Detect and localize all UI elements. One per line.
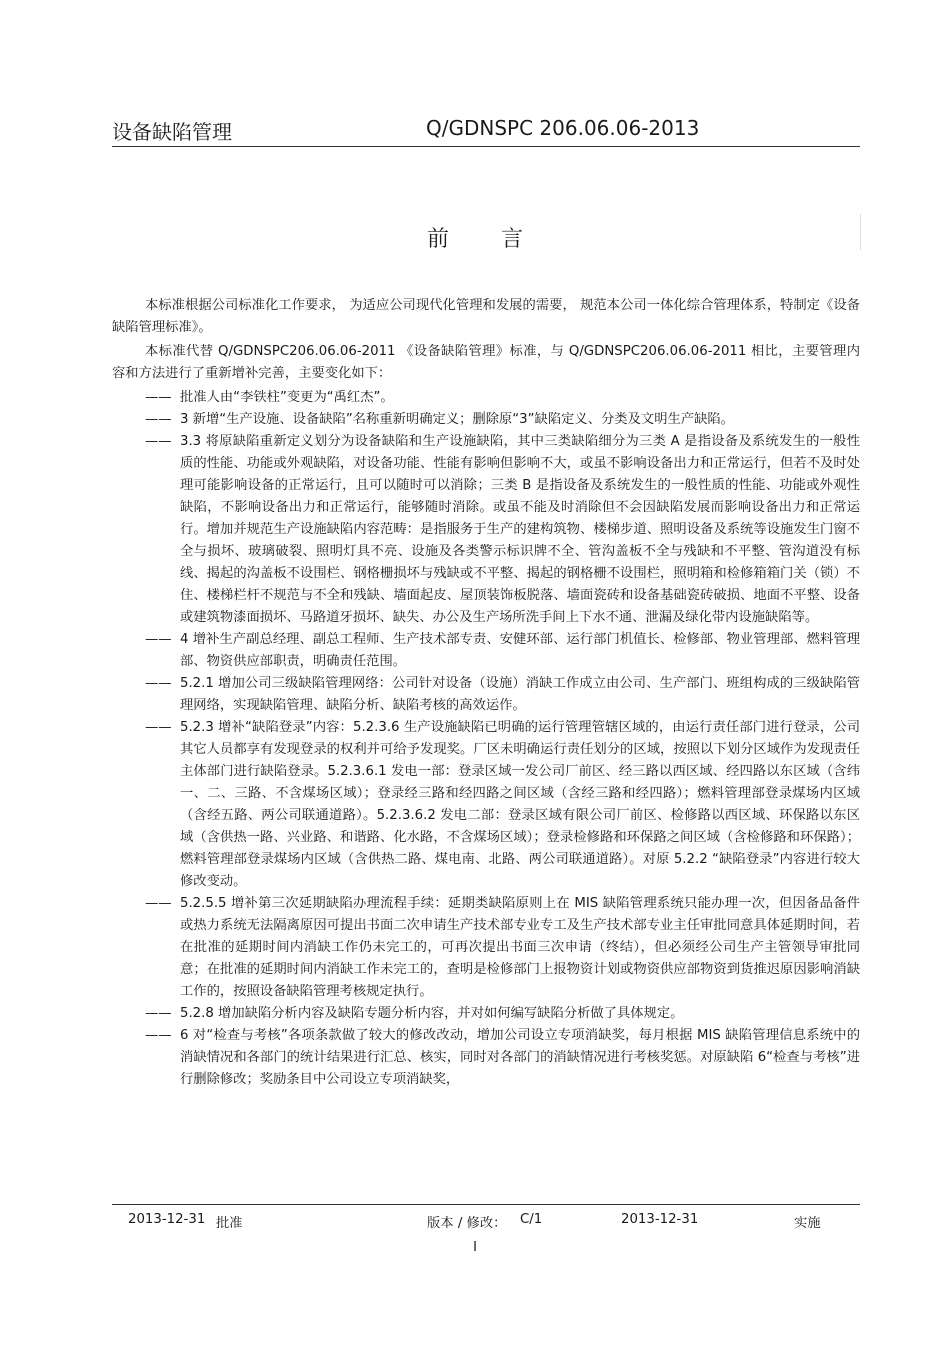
change-item (112, 1025, 860, 1091)
page-header (112, 116, 860, 146)
version-value: C/1 (520, 1212, 543, 1227)
effective-label: 实施 (794, 1216, 821, 1231)
approve-label: 批准 (216, 1216, 243, 1231)
change-item (112, 431, 860, 629)
item-dash: —— (145, 896, 172, 911)
item-dash: —— (145, 412, 172, 427)
item-dash: —— (145, 632, 172, 647)
item-text: 5.2.1 增加公司三级缺陷管理网络：公司针对设备（设施）消缺工作成立由公司、生产部门、班组构成的三级缺陷管理网络，实现缺陷管理、缺陷分析、缺陷考核的高效运作。 (180, 676, 860, 713)
change-item (112, 673, 860, 717)
change-item (112, 409, 860, 431)
page-footer (0, 1212, 950, 1232)
change-item (112, 629, 860, 673)
change-item (112, 717, 860, 893)
version-label: 版本 / 修改： (427, 1216, 507, 1231)
change-item (112, 893, 860, 1003)
change-item (112, 1003, 860, 1025)
approve-date: 2013-12-31 (128, 1212, 206, 1227)
effective-date: 2013-12-31 (621, 1212, 699, 1227)
header-rule (112, 146, 860, 147)
paragraph-1: 本标准根据公司标准化工作要求， 为适应公司现代化管理和发展的需要， 规范本公司一体化综合管理体系，特制定《设备缺陷管理标准》。 (112, 298, 860, 335)
foreword-body (112, 295, 860, 1091)
item-dash: —— (145, 1006, 172, 1021)
item-text: 5.2.5.5 增补第三次延期缺陷办理流程手续：延期类缺陷原则上在 MIS 缺陷管理系统只能办理一次，但因备品备件或热力系统无法隔离原因可提出书面二次申请生产技术部专业专工及生产技术部专业主任审批同意具体延期时间，若在批准的延期时间内消缺工作仍未完工的，可再次提出书面三次申请（终结），但必须经公司生产主管领导审批同意；在批准的延期时间内消缺工作未完工的，查明是检修部门上报物资计划或物资供应部物资到货推迟原因影响消缺工作的，按照设备缺陷管理考核规定执行。 (180, 896, 860, 999)
header-standard-code: Q/GDNSPC 206.06.06-2013 (426, 116, 700, 140)
item-text: 6 对“检查与考核”各项条款做了较大的修改改动，增加公司设立专项消缺奖，每月根据 MIS 缺陷管理信息系统中的消缺情况和各部门的统计结果进行汇总、核实，同时对各部门的消缺情况进行考核奖惩。对原缺陷 6“检查与考核”进行删除修改；奖励条目中公司设立专项消缺奖， (180, 1028, 860, 1087)
item-dash: —— (145, 720, 172, 735)
item-dash: —— (145, 390, 172, 405)
page-number: I (473, 1240, 477, 1255)
item-dash: —— (145, 676, 172, 691)
item-text: 批准人由“李铁柱”变更为“禹红杰”。 (180, 390, 394, 405)
change-item (112, 387, 860, 409)
item-dash: —— (145, 434, 172, 449)
item-dash: —— (145, 1028, 172, 1043)
paragraph-2: 本标准代替 Q/GDNSPC206.06.06-2011 《设备缺陷管理》标准，与 Q/GDNSPC206.06.06-2011 相比，主要管理内容和方法进行了重新增补完善，主要变化如下： (112, 344, 860, 381)
item-text: 3.3 将原缺陷重新定义划分为设备缺陷和生产设施缺陷，其中三类缺陷细分为三类 A 是指设备及系统发生的一般性质的性能、功能或外观缺陷，对设备功能、性能有影响但影响不大，或虽不影响设备出力和正常运行，但若不及时处理可能影响设备的正常运行，且可以随时可以消除；三类 B 是指设备及系统发生的一般性质的性能、功能或外观性缺陷，不影响设备出力和正常运行，能够随时消除。或虽不能及时消除但不会因缺陷发展而影响设备出力和正常运行。增加并规范生产设施缺陷内容范畴：是指服务于生产的建构筑物、楼梯步道、照明设备及系统等设施发生门窗不全与损坏、玻璃破裂、照明灯具不亮、设施及各类警示标识牌不全、管沟盖板不全与残缺和不平整、管沟道没有标线、揭起的沟盖板不设围栏、钢格栅损坏与残缺或不平整、揭起的钢格栅不设围栏，照明箱和检修箱箱门关（锁）不住、楼梯栏杆不规范与不全和残缺、墙面起皮、屋顶装饰板脱落、墙面瓷砖和设备基础瓷砖破损、地面不平整、设备或建筑物漆面损坏、马路道牙损坏、缺失、办公及生产场所洗手间上下水不通、泄漏及绿化带内设施缺陷等。 (180, 434, 860, 625)
page-title: 前言 (426, 227, 575, 252)
item-text: 5.2.3 增补“缺陷登录”内容：5.2.3.6 生产设施缺陷已明确的运行管理管辖区域的，由运行责任部门进行登录，公司其它人员都享有发现登录的权利并可给予发现奖。厂区未明确运行责任划分的区域，按照以下划分区域作为发现责任主体部门进行缺陷登录。5.2.3.6.1 发电一部：登录区域一发公司厂前区、经三路以西区域、经四路以东区域（含纬一、二、三路、不含煤场区域）；登录经三路和经四路之间区域（含经三路和经四路）；燃料管理部登录煤场内区域（含经五路、两公司联通道路）。5.2.3.6.2 发电二部：登录区域有限公司厂前区、检修路以西区域、环保路以东区域（含供热一路、兴业路、和谐路、化水路，不含煤场区域）；登录检修路和环保路之间区域（含检修路和环保路）；燃料管理部登录煤场内区域（含供热二路、煤电南、北路、两公司联通道路）。对原 5.2.2 “缺陷登录”内容进行较大修改变动。 (180, 720, 860, 889)
item-text: 4 增补生产副总经理、副总工程师、生产技术部专责、安健环部、运行部门机值长、检修部、物业管理部、燃料管理部、物资供应部职责，明确责任范围。 (180, 632, 860, 669)
header-title: 设备缺陷管理 (112, 120, 232, 144)
footer-rule (112, 1204, 860, 1205)
item-text: 3 新增“生产设施、设备缺陷”名称重新明确定义；删除原“3”缺陷定义、分类及文明生产缺陷。 (180, 412, 734, 427)
item-text: 5.2.8 增加缺陷分析内容及缺陷专题分析内容，并对如何编写缺陷分析做了具体规定。 (180, 1006, 684, 1021)
